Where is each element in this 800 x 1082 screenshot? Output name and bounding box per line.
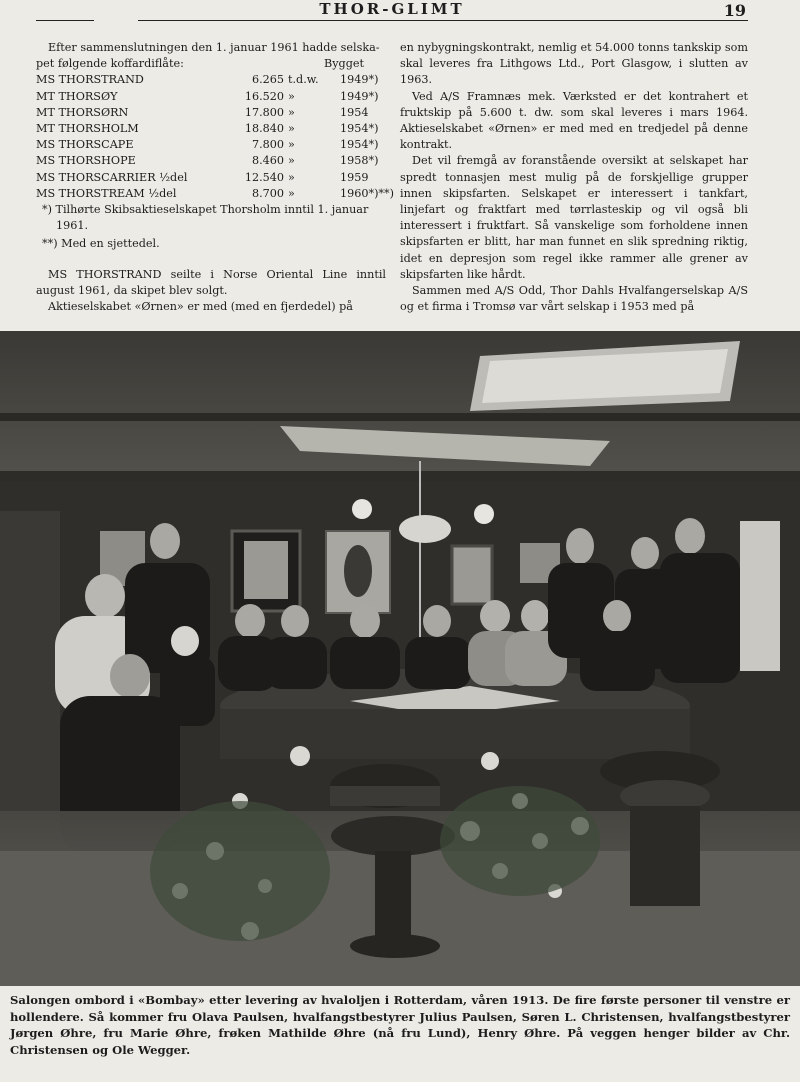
ship-unit: » bbox=[288, 89, 295, 103]
ship-year: 1949*) bbox=[340, 89, 379, 103]
paragraph-thorstrand: MS THORSTRAND seilte i Norse Oriental Line inntil august 1961, da skipet blev solgt. bbox=[36, 267, 386, 297]
ship-unit: » bbox=[288, 138, 295, 152]
ship-weight: 16.520 bbox=[244, 89, 284, 103]
ship-unit: t.d.w. bbox=[288, 73, 319, 87]
left-column bbox=[36, 40, 394, 315]
ship-weight: 7.800 bbox=[251, 138, 284, 152]
ship-year: 1960*)**) bbox=[340, 186, 394, 200]
fleet-row bbox=[36, 170, 386, 186]
ship-name: MT THORSØY bbox=[36, 89, 118, 103]
fleet-intro-row bbox=[36, 56, 386, 72]
paragraph-odd: Sammen med A/S Odd, Thor Dahls Hvalfangerselskap A/S og et firma i Tromsø var vårt selskap i 1953 med på bbox=[400, 284, 748, 314]
ship-year: 1954*) bbox=[340, 138, 379, 152]
ship-unit: » bbox=[288, 105, 295, 119]
built-column-label: Bygget bbox=[324, 57, 364, 71]
ship-weight: 8.460 bbox=[251, 154, 284, 168]
fleet-intro-2: pet følgende koffardiflåte: bbox=[36, 57, 184, 71]
ship-weight: 6.265 bbox=[251, 73, 284, 87]
fleet-row bbox=[36, 186, 394, 202]
ship-name: MT THORSHOLM bbox=[36, 121, 139, 135]
fleet-row bbox=[36, 153, 386, 169]
footnote-1: *) Tilhørte Skibsaktieselskapet Thorsholm inntil 1. januar bbox=[42, 202, 369, 216]
ship-unit: » bbox=[288, 121, 295, 135]
ship-year: 1954 bbox=[340, 105, 369, 119]
photo-caption: Salongen ombord i «Bombay» etter levering av hvaloljen i Rotterdam, våren 1913. De fire første personer til venstre er hollendere. Så kommer fru Olava Paulsen, hvalfangstbestyrer Julius Paulsen, Søren L. Christensen, hvalfangstbestyrer Jørgen Øhre, fru Marie Øhre, frøken Mathilde Øhre (nå fru Lund), Henry Øhre. På veggen henger bilder av Chr. Christensen og Ole Wegger. bbox=[10, 993, 790, 1057]
fleet-intro: Efter sammenslutningen den 1. januar 1961 hadde selska- bbox=[48, 41, 380, 54]
fleet-table bbox=[36, 72, 394, 202]
ship-year: 1958*) bbox=[340, 154, 379, 168]
paragraph-newbuild: en nybygningskontrakt, nemlig et 54.000 tonns tankskip som skal leveres fra Lithgows Ltd., Port Glasgow, i slutten av 1963. bbox=[400, 41, 748, 87]
ship-year: 1949*) bbox=[340, 73, 379, 87]
ship-year: 1959 bbox=[340, 170, 369, 184]
ship-name: MS THORSCARRIER ½del bbox=[36, 170, 188, 184]
header-rule-right bbox=[138, 20, 748, 21]
paragraph-tonnage: Det vil fremgå av foranstående oversikt at selskapet har spredt tonnasjen mest mulig på de forskjellige grupper innen skipsfarten. Selskapet er interessert i tankfart, linjefart og fraktfart med tørrlasteskip og vil også bli interessert i fruktfart. Så vanskelige som forholdene innen skipsfarten er blitt, har man funnet en slik spredning riktig, idet en depresjon som regel ikke rammer alle grener av skipsfarten like hårdt. bbox=[400, 154, 748, 281]
fleet-row bbox=[36, 137, 386, 153]
ship-weight: 8.700 bbox=[251, 186, 284, 200]
fleet-row bbox=[36, 89, 386, 105]
ship-weight: 17.800 bbox=[244, 105, 284, 119]
ship-name: MS THORSTRAND bbox=[36, 73, 144, 87]
page-header bbox=[36, 0, 748, 24]
ship-name: MS THORSCAPE bbox=[36, 138, 134, 152]
ship-name: MS THORSTREAM ½del bbox=[36, 186, 177, 200]
ship-weight: 12.540 bbox=[244, 170, 284, 184]
fleet-row bbox=[36, 121, 386, 137]
fleet-row bbox=[36, 72, 386, 88]
ship-unit: » bbox=[288, 154, 295, 168]
right-column bbox=[400, 40, 748, 315]
salon-photograph-illustration bbox=[0, 331, 800, 986]
fleet-row bbox=[36, 105, 386, 121]
ship-name: MT THORSØRN bbox=[36, 105, 129, 119]
ship-weight: 18.840 bbox=[244, 121, 284, 135]
paragraph-ornen: Aktieselskabet «Ørnen» er med (med en fjerdedel) på bbox=[48, 299, 353, 313]
ship-unit: » bbox=[288, 170, 295, 184]
footnote-2: **) Med en sjettedel. bbox=[42, 237, 160, 251]
ship-unit: » bbox=[288, 186, 295, 200]
paragraph-framnaes: Ved A/S Framnæs mek. Værksted er det kontrahert et fruktskip på 5.600 t. dw. som skal leveres i mars 1964. Aktieselskabet «Ørnen» er med med en tredjedel på denne kontrakt. bbox=[400, 89, 748, 152]
footnote-1-cont: 1961. bbox=[56, 219, 89, 233]
ship-name: MS THORSHOPE bbox=[36, 154, 136, 168]
page-number: 19 bbox=[723, 1, 746, 20]
salon-photograph bbox=[0, 331, 800, 986]
ship-year: 1954*) bbox=[340, 121, 379, 135]
header-rule-left bbox=[36, 20, 94, 21]
magazine-title: THOR-GLIMT bbox=[319, 0, 465, 18]
